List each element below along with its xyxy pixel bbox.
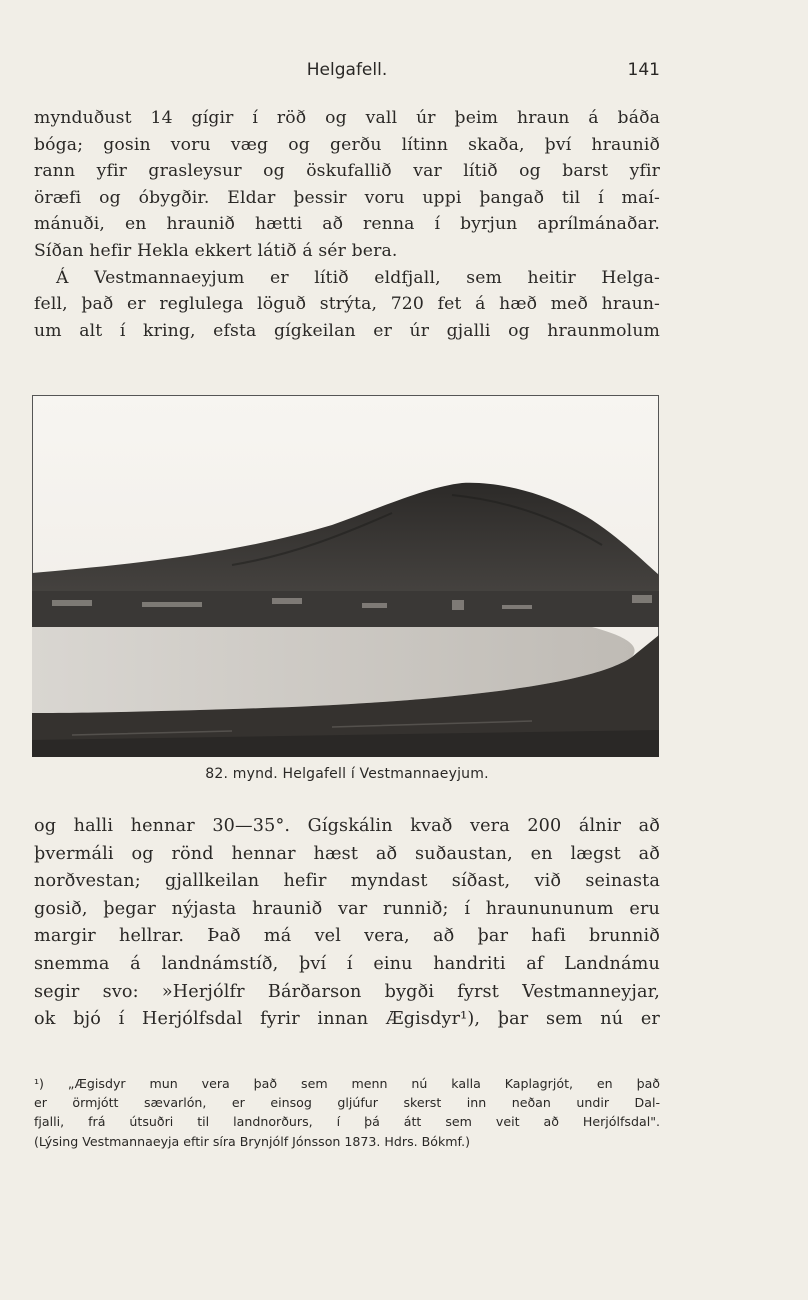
landscape-photo xyxy=(32,395,659,757)
text-line: snemma á landnámstíð, því í einu handriti af Landnámu xyxy=(34,953,660,974)
text-line: Á Vestmannaeyjum er lítið eldfjall, sem heitir Helga- xyxy=(56,267,660,288)
text-line: bóga; gosin voru væg og gerðu lítinn skaða, því hraunið xyxy=(34,134,660,155)
paragraph-top xyxy=(34,105,660,344)
figure-caption: 82. mynd. Helgafell í Vestmannaeyjum. xyxy=(205,766,489,782)
text-line: og halli hennar 30—35°. Gígskálin kvað vera 200 álnir að xyxy=(34,816,660,836)
text-line: um alt í kring, efsta gígkeilan er úr gjalli og hraunmolum xyxy=(34,320,660,341)
paragraph-bottom xyxy=(34,813,660,1034)
footnote-line: er örmjótt sævarlón, er einsog gljúfur skerst inn neðan undir Dal- xyxy=(34,1095,660,1111)
text-line: rann yfir grasleysur og öskufallið var lítið og barst yfir xyxy=(34,161,660,182)
text-line: mánuði, en hraunið hætti að renna í byrjun aprílmánaðar. xyxy=(34,214,660,235)
text-line: margir hellrar. Það má vel vera, að þar hafi brunnið xyxy=(34,926,660,947)
text-line: fell, það er reglulega löguð strýta, 720 fet á hæð með hraun- xyxy=(34,294,660,315)
footnote xyxy=(34,1074,660,1151)
footnote-line: (Lýsing Vestmannaeyja eftir síra Brynjólf Jónsson 1873. Hdrs. Bókmf.) xyxy=(34,1133,470,1149)
text-line: norðvestan; gjallkeilan hefir myndast síðast, við seinasta xyxy=(34,871,660,892)
text-line: gosið, þegar nýjasta hraunið var runnið; í hraunununum eru xyxy=(34,898,660,919)
footnote-line: ¹) „Ægisdyr mun vera það sem menn nú kalla Kaplagrjót, en það xyxy=(34,1076,660,1091)
running-header xyxy=(34,60,660,84)
footnote-line: fjalli, frá útsuðri til landnorðurs, í þá átt sem veit að Herjólfsdal". xyxy=(34,1114,660,1130)
text-line: segir svo: »Herjólfr Bárðarson bygði fyrst Vestmanneyjar, xyxy=(34,981,660,1002)
page-number: 141 xyxy=(627,60,660,80)
running-title: Helgafell. xyxy=(306,60,388,80)
text-line: Síðan hefir Hekla ekkert látið á sér bera. xyxy=(34,240,398,261)
text-line: ok bjó í Herjólfsdal fyrir innan Ægisdyr¹), þar sem nú er xyxy=(34,1009,660,1030)
text-line: öræfi og óbygðir. Eldar þessir voru uppi þangað til í maí- xyxy=(34,187,660,208)
text-line: þvermáli og rönd hennar hæst að suðaustan, en lægst að xyxy=(34,843,660,864)
text-line: mynduðust 14 gígir í röð og vall úr þeim hraun á báða xyxy=(34,108,660,128)
